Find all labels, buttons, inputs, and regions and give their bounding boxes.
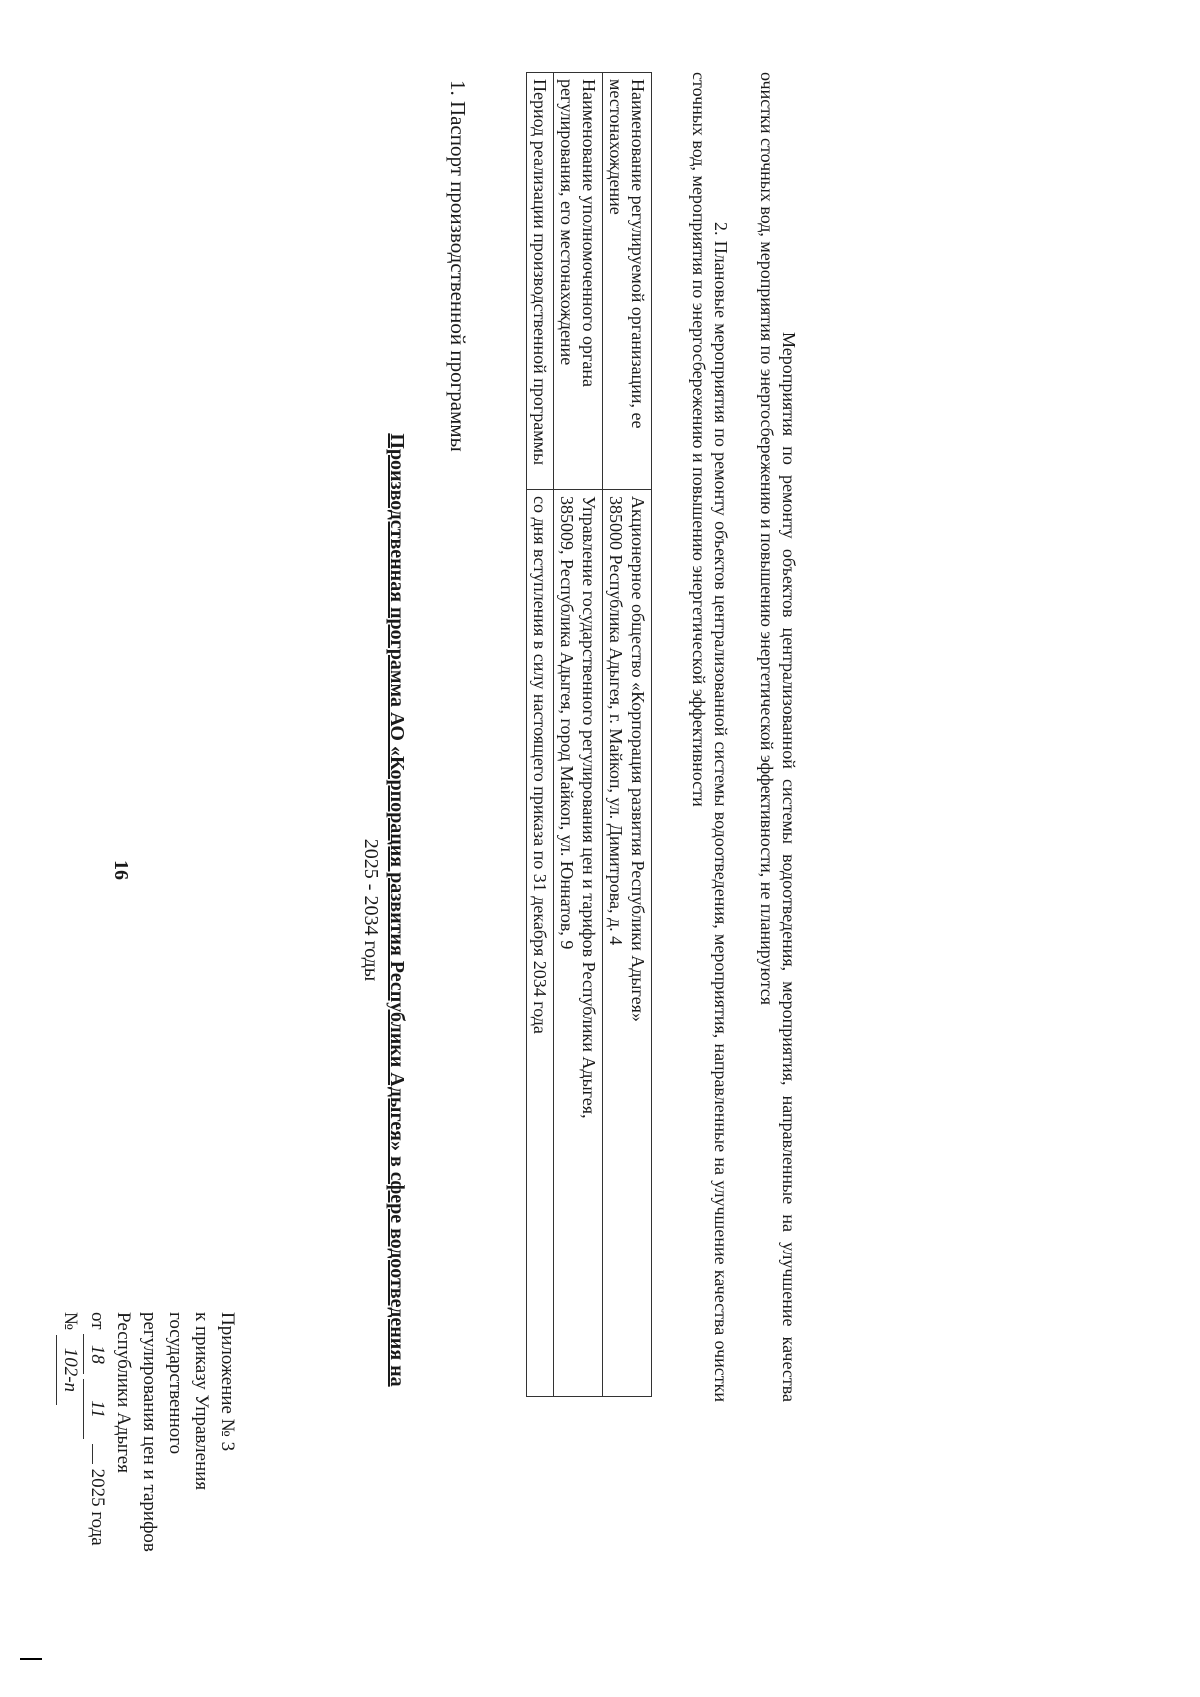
appendix-block	[56, 1312, 240, 1672]
paragraph-3: Мероприятия по ремонту объектов централизованной системы водоотведения, мероприятия, направленные на улучшение качества очистки сточных вод, мероприятия по энергосбережению и повышению энергетической эффективности, не планируются	[757, 72, 799, 1402]
cell-line: 385000 Республика Адыгея, г. Майкоп, ул. Димитрова, д. 4	[606, 496, 626, 946]
table-cell-value	[603, 490, 652, 1397]
date-prefix: от	[87, 1312, 108, 1330]
number-value: 102-п	[56, 1335, 83, 1405]
table-row	[527, 73, 554, 1397]
appendix-line: Республики Адыгея	[113, 1312, 134, 1473]
date-month: 11	[83, 1379, 110, 1439]
appendix-line: регулирования цен и тарифов	[139, 1312, 160, 1552]
cell-line: Акционерное общество «Корпорация развития Республики Адыгея»	[628, 496, 648, 1022]
scan-edge-mark	[20, 1658, 42, 1660]
section-title: 1. Паспорт производственной программы	[446, 80, 470, 452]
title-line: Производственная программа АО «Корпорация развития Республики Адыгея» в сфере водоотведения на	[386, 433, 408, 1387]
title-line: 2025 - 2034 годы	[360, 838, 382, 982]
date-suffix: 2025 года	[87, 1468, 108, 1546]
table-row	[554, 73, 603, 1397]
table-row	[603, 73, 652, 1397]
date-gap	[92, 1444, 93, 1464]
appendix-date	[83, 1312, 110, 1672]
cell-line: 385009, Республика Адыгея, город Майкоп, ул. Юннатов, 9	[557, 496, 577, 950]
date-day: 18	[83, 1334, 110, 1374]
table-cell-label: Период реализации производственной программы	[527, 73, 554, 490]
cell-line: со дня вступления в силу настоящего приказа по 31 декабря 2034 года	[530, 496, 550, 1034]
table-cell-value	[527, 490, 554, 1397]
appendix-line: государственного	[165, 1312, 186, 1455]
cell-line: Управление государственного регулирования цен и тарифов Республики Адыгея,	[579, 496, 599, 1119]
document-title	[358, 340, 410, 1480]
number-prefix: №	[60, 1312, 81, 1331]
table-cell-label: Наименование уполномоченного органа регулирования, его местонахождение	[554, 73, 603, 490]
paragraph-2: 2. Плановые мероприятия по ремонту объектов централизованной системы водоотведения, мероприятия, направленные на улучшение качества очистки сточных вод, мероприятия по энергосбережению и повышению энергетической эффективности	[689, 72, 731, 1402]
appendix-line: Приложение № 3	[217, 1312, 238, 1452]
passport-table	[526, 72, 652, 1397]
table-cell-value	[554, 490, 603, 1397]
page-number: 16	[110, 860, 132, 880]
appendix-line: к приказу Управления	[191, 1312, 212, 1491]
table-cell-label: Наименование регулируемой организации, ее местонахождение	[603, 73, 652, 490]
appendix-number	[56, 1312, 83, 1672]
